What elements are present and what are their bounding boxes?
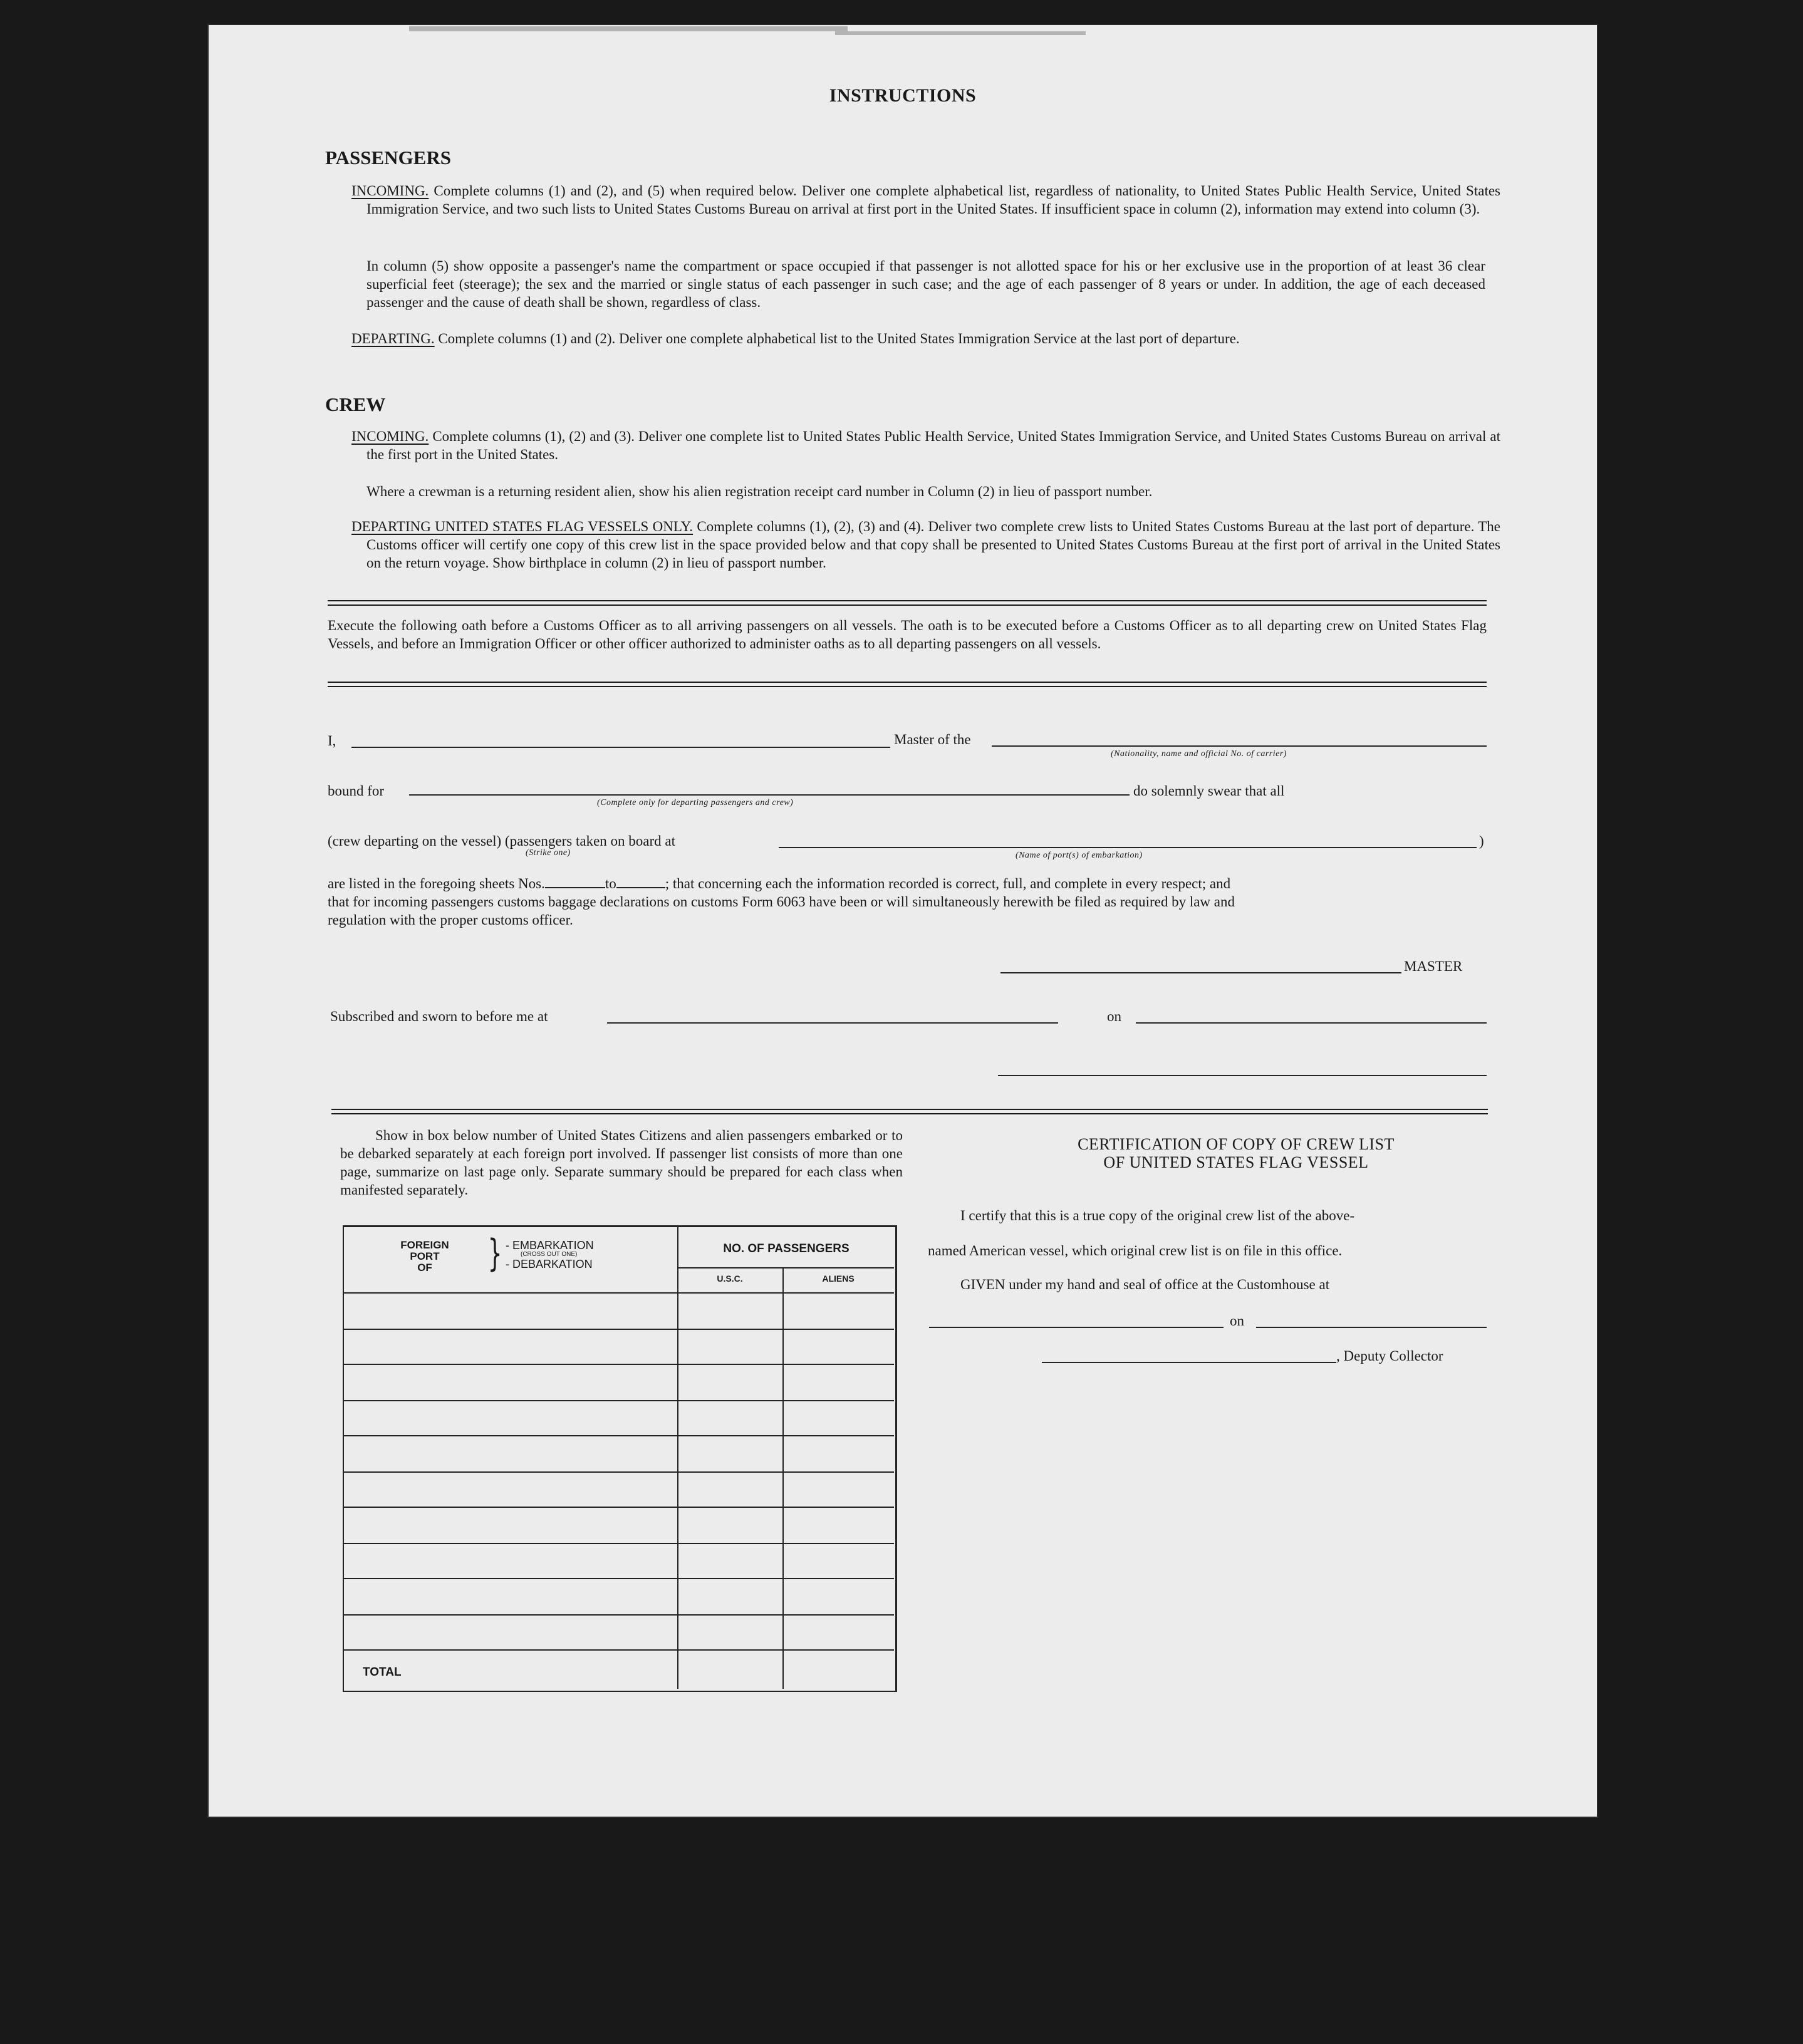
passengers-incoming-paragraph <box>351 182 1500 218</box>
total-label: TOTAL <box>363 1666 402 1679</box>
passengers-incoming-text: Complete columns (1) and (2), and (5) when required below. Deliver one complete alphabetical list, regardless of nationality, to United States Public Health Service, United States Immigration Service, and two such lists to United States Customs Bureau on arrival at first port in the United States. If insufficient space in column (2), information may extend into column (3). <box>366 183 1500 217</box>
table-row <box>344 1471 894 1473</box>
crew-incoming-text: Complete columns (1), (2) and (3). Deliver one complete list to United States Public Health Service, United States Immigration Service, and United States Customs Bureau on arrival at the first port in the United States. <box>366 428 1500 462</box>
listed-d: regulation with the proper customs officer. <box>328 912 573 928</box>
aliens-header: ALIENS <box>822 1274 855 1284</box>
master-of-the-label: Master of the <box>894 732 971 747</box>
table-row <box>344 1292 894 1294</box>
sworn-date-field[interactable] <box>1136 1022 1487 1024</box>
listed-b: ; that concerning each the information recorded is correct, full, and complete in every respect; and <box>665 876 1231 891</box>
sworn-place-field[interactable] <box>607 1022 1058 1024</box>
form-page <box>209 25 1597 1817</box>
given-line: GIVEN under my hand and seal of office at the Customhouse at <box>960 1277 1330 1292</box>
master-name-field[interactable] <box>351 747 890 748</box>
deputy-signature-field[interactable] <box>1042 1362 1336 1363</box>
strike-one-caption: (Strike one) <box>526 848 571 858</box>
crew-resident-paragraph: Where a crewman is a returning resident alien, show his alien registration receipt card number in Column (2) in lieu of passport number. <box>366 484 1153 499</box>
scan-smudge <box>409 26 848 31</box>
passengers-departing-paragraph <box>351 329 1500 348</box>
table-header-divider <box>677 1267 894 1268</box>
bound-for-label: bound for <box>328 783 385 799</box>
listed-line-1 <box>328 874 1230 893</box>
scan-smudge <box>835 31 1086 35</box>
carrier-caption: (Nationality, name and official No. of carrier) <box>1111 749 1287 759</box>
table-column-divider <box>677 1227 678 1689</box>
certify-line1: I certify that this is a true copy of the original crew list of the above- <box>960 1208 1355 1223</box>
certification-on-label: on <box>1230 1313 1244 1329</box>
passengers-incoming-label: INCOMING. <box>351 183 429 199</box>
crew-heading: CREW <box>325 393 386 415</box>
passengers-heading: PASSENGERS <box>325 147 451 169</box>
summary-instructions: Show in box below number of United States Citizens and alien passengers embarked or to be debarked separately at each foreign port involved. If passenger list consists of more than one page, summarize on last page only. Separate summary should be prepared for each class when manifested separately. <box>340 1128 903 1198</box>
sheet-from-field[interactable] <box>545 876 605 888</box>
bound-for-field[interactable] <box>409 794 1130 796</box>
table-column-divider <box>782 1267 784 1689</box>
listed-a: are listed in the foregoing sheets Nos. <box>328 876 545 891</box>
certification-title-line2: OF UNITED STATES FLAG VESSEL <box>1103 1153 1369 1171</box>
table-row <box>344 1578 894 1579</box>
crew-departing-label: DEPARTING UNITED STATES FLAG VESSELS ONLY. <box>351 519 694 534</box>
certification-date-field[interactable] <box>1256 1327 1487 1328</box>
section-divider <box>328 682 1487 687</box>
crew-departing-label-line: (crew departing on the vessel) (passengers taken on board at <box>328 833 675 849</box>
subscribed-label: Subscribed and sworn to before me at <box>330 1009 548 1024</box>
sheet-to-field[interactable] <box>616 876 665 888</box>
table-row <box>344 1329 894 1330</box>
table-row <box>344 1435 894 1436</box>
table-row <box>344 1649 894 1651</box>
no-of-passengers-header: NO. OF PASSENGERS <box>723 1242 850 1255</box>
master-label: MASTER <box>1404 958 1463 974</box>
certify-line2: named American vessel, which original crew list is on file in this office. <box>928 1243 1343 1258</box>
passenger-summary-table <box>343 1225 897 1692</box>
embarkation-ports-field[interactable] <box>779 847 1477 848</box>
passengers-departing-text: Complete columns (1) and (2). Deliver one complete alphabetical list to the United States Immigration Service at the last port of departure. <box>438 331 1240 346</box>
table-row <box>344 1543 894 1544</box>
carrier-field[interactable] <box>992 745 1487 747</box>
table-row <box>344 1364 894 1365</box>
table-row <box>344 1507 894 1508</box>
ports-caption: (Name of port(s) of embarkation) <box>1016 851 1143 860</box>
crew-incoming-label: INCOMING. <box>351 428 429 444</box>
table-row <box>344 1614 894 1616</box>
close-paren: ) <box>1479 833 1484 849</box>
master-signature-field[interactable] <box>1000 972 1401 973</box>
officer-signature-field[interactable] <box>998 1075 1487 1076</box>
foreign-word: FOREIGN <box>400 1239 449 1251</box>
sworn-on-label: on <box>1107 1009 1121 1024</box>
page-title: INSTRUCTIONS <box>829 85 977 106</box>
listed-to: to <box>605 876 616 891</box>
cross-out-label: (CROSS OUT ONE) <box>521 1251 578 1258</box>
usc-header: U.S.C. <box>717 1274 743 1284</box>
debarkation-label: - DEBARKATION <box>506 1258 593 1270</box>
certification-title-line1: CERTIFICATION OF COPY OF CREW LIST <box>1078 1135 1395 1153</box>
passengers-column5-paragraph: In column (5) show opposite a passenger's name the compartment or space occupied if that passenger is not allotted space for his or her exclusive use in the proportion of at least 36 clear superficial feet (steerage); the sex and the married or single status of each passenger in such case; and the age of each passenger of 8 years or under. In addition, the age of each deceased passenger and the cause of death shall be shown, regardless of class. <box>366 258 1485 310</box>
crew-departing-text: Complete columns (1), (2), (3) and (4). Deliver two complete crew lists to United States Customs Bureau at the last port of departure. The Customs officer will certify one copy of this crew list in the space provided below and that copy shall be presented to United States Customs Bureau at the first port of arrival in the United States on the return voyage. Show birthplace in column (2) in lieu of passport number. <box>366 519 1501 571</box>
crew-incoming-paragraph <box>351 427 1500 464</box>
section-divider <box>328 600 1487 606</box>
foreign-port-label <box>385 1240 464 1274</box>
listed-c: that for incoming passengers customs baggage declarations on customs Form 6063 have been or will simultaneously herewith be filed as required by law and <box>328 894 1235 910</box>
customhouse-field[interactable] <box>929 1327 1224 1328</box>
brace-icon: } <box>487 1232 502 1275</box>
certification-title <box>923 1135 1549 1171</box>
embarkation-label: - EMBARKATION <box>506 1239 594 1252</box>
table-row <box>344 1400 894 1401</box>
of-word: OF <box>417 1262 432 1274</box>
oath-instruction: Execute the following oath before a Customs Officer as to all arriving passengers on all vessels. The oath is to be executed before a Customs Officer as to all departing crew on United States Flag Vessels, and before an Immigration Officer or other officer authorized to administer oaths as to all departing passengers on all vessels. <box>328 618 1487 651</box>
swear-label: do solemnly swear that all <box>1133 783 1285 799</box>
deputy-collector-label: , Deputy Collector <box>1336 1348 1443 1364</box>
oath-i-label: I, <box>328 733 336 749</box>
section-divider <box>331 1109 1488 1114</box>
passengers-departing-label: DEPARTING. <box>351 331 435 346</box>
crew-departing-paragraph <box>351 517 1500 572</box>
port-word: PORT <box>410 1250 440 1262</box>
bound-for-caption: (Complete only for departing passengers and crew) <box>597 798 794 807</box>
